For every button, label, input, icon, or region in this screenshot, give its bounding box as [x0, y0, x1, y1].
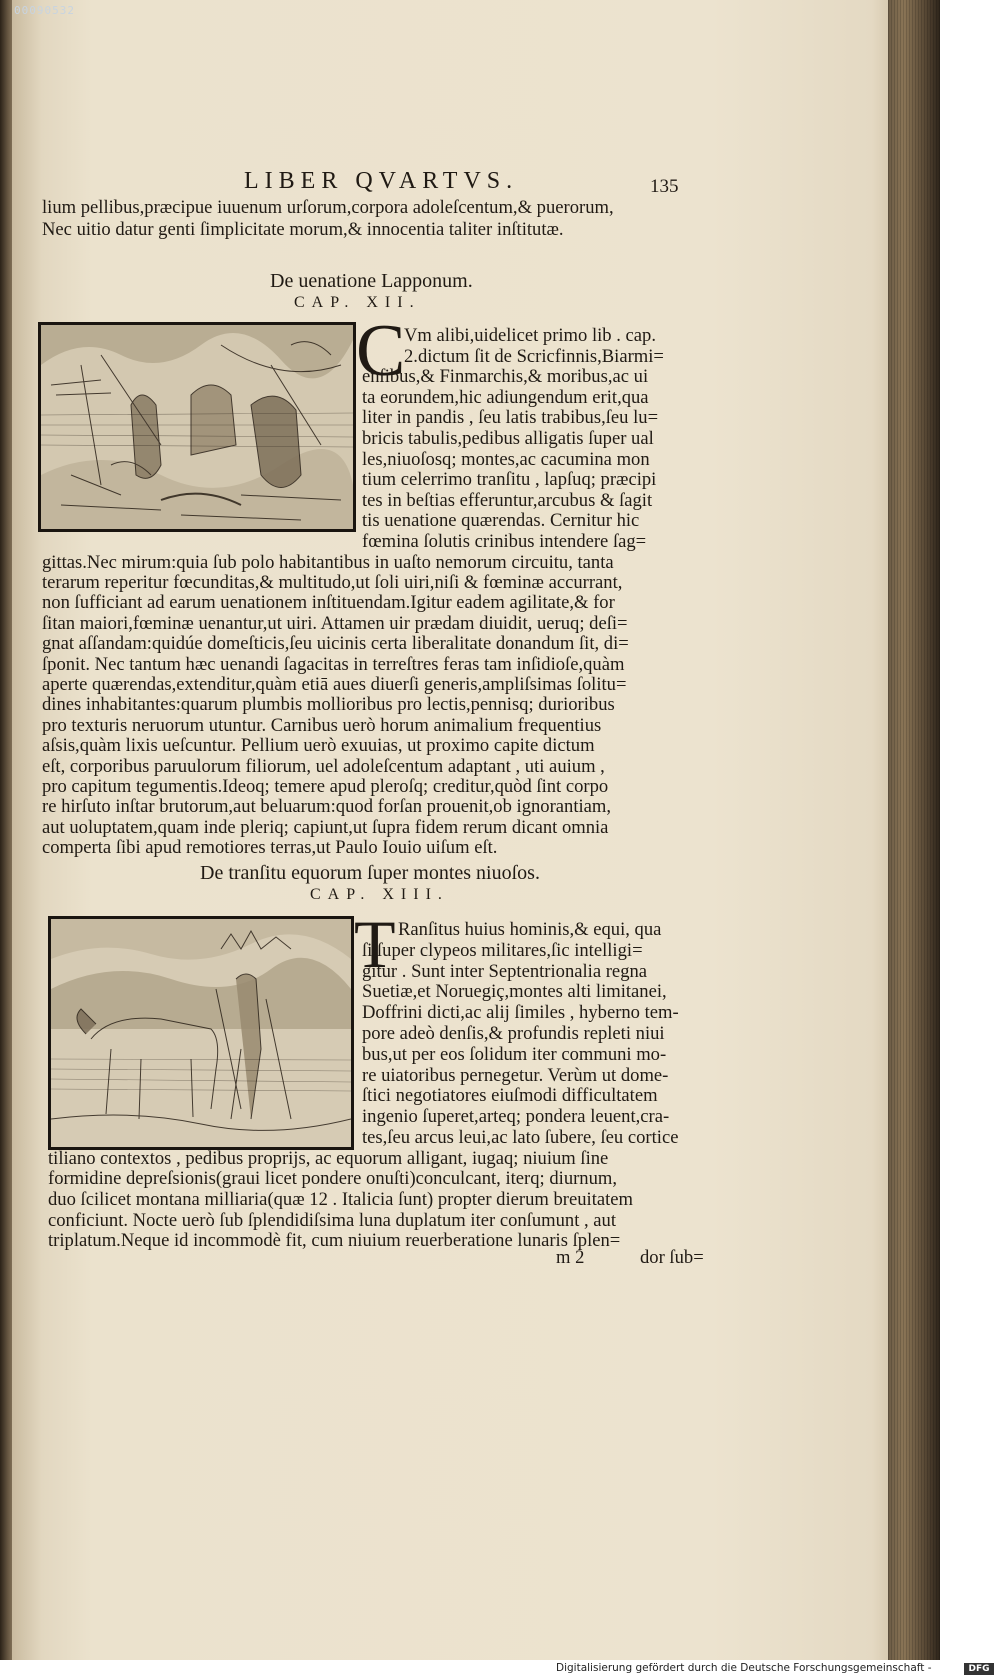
section1-drop-cap: C — [356, 310, 406, 392]
text-line: gnat aſſandam:quidúe domeſticis,ſeu uicinis certa liberalitate donandum ſit, di= — [42, 633, 629, 655]
section1-chapter: CAP. XII. — [294, 294, 421, 311]
text-line: formidine depreſsionis(graui licet pondere onuſti)conculcant, iterq; diurnum, — [48, 1168, 618, 1190]
text-line: Suetiæ,et Noruegiç,montes alti limitanei, — [362, 981, 667, 1003]
text-line: tes,ſeu arcus leui,ac lato ſubere, ſeu cortice — [362, 1127, 679, 1148]
text-line: ingenio ſuperet,arteq; pondera leuent,cra- — [362, 1106, 670, 1128]
text-line: ſtici negotiatores eiuſmodi difficultatem — [362, 1085, 658, 1107]
section2-drop-cap: T — [354, 906, 396, 982]
text-line: aut uoluptatem,quam inde pleriq; capiunt,ut ſupra fidem rerum dicant omnia — [42, 816, 609, 838]
book-page — [12, 0, 892, 1660]
text-line: tis uenatione quærendas. Cernitur hic — [362, 510, 640, 532]
text-line: aſsis,quàm lixis ueſcuntur. Pellium uerò exuuias, ut proximo capite dictum — [42, 735, 595, 757]
dfg-logo: DFG — [964, 1663, 994, 1675]
text-line: fœmina ſolutis crinibus intendere ſag= — [362, 531, 647, 552]
text-line: ta eorundem,hic adiungendum erit,qua — [362, 386, 649, 408]
text-line: duo ſcilicet montana milliaria(quæ 12 . Italicia ſunt) propter dierum breuitatem — [48, 1189, 634, 1210]
text-line: bricis tabulis,pedibus alligatis ſuper ual — [362, 428, 654, 449]
text-line: tes in beſtias efferuntur,arcubus & ſagit — [362, 489, 653, 511]
text-line: conficiunt. Nocte uerò ſub ſplendidiſsima luna duplatum iter conſumunt , aut — [48, 1209, 617, 1231]
page-number: 135 — [650, 176, 679, 197]
text-line: enſibus,& Finmarchis,& moribus,ac ui — [362, 366, 649, 388]
woodcut-lapp-hunting — [38, 322, 356, 532]
sheet-number: 00090532 — [14, 4, 75, 17]
signature-mark: m 2 — [556, 1247, 585, 1268]
book-fore-edge — [888, 0, 940, 1660]
text-line: non ſufficiant ad earum uenationem inſtituendam.Igitur eadem agilitate,& for — [42, 592, 615, 614]
text-line: pro capitum tegumentis.Ideoq; temere apud pleroſq; creditur,quòd ſint corpo — [42, 776, 609, 797]
text-line: bus,ut per eos ſolidum iter communi mo- — [362, 1043, 667, 1065]
text-line: les,niuoſosq; montes,ac cacumina mon — [362, 448, 650, 470]
running-title: LIBER QVARTVS. — [244, 168, 519, 194]
section1-title: De uenatione Lapponum. — [270, 270, 473, 292]
text-line: gitur . Sunt inter Septentrionalia regna — [362, 960, 648, 982]
text-line: pro texturis neruorum utuntur. Carnibus uerò horum animalium frequentius — [42, 714, 602, 736]
woodcut-horse-crossing — [48, 916, 354, 1150]
text-line: tium celerrimo tranſitu , lapſuq; præcipi — [362, 469, 657, 491]
text-line: Ranſitus huius hominis,& equi, qua — [398, 919, 662, 940]
text-line: Doffrini dicti,ac alij ſimiles , hyberno tem- — [362, 1002, 679, 1024]
text-line: lium pellibus,præcipue iuuenum urſorum,corpora adoleſcentum,& puerorum, — [42, 197, 614, 218]
section2-chapter: CAP. XIII. — [310, 886, 449, 903]
text-line: Nec uitio datur genti ſimplicitate morum,& innocentia taliter inſtitutæ. — [42, 219, 564, 240]
text-line: tiliano contextos , pedibus proprijs, ac equorum alligant, iugaq; niuium ſine — [48, 1147, 609, 1169]
text-line: pore adeò denſis,& profundis repleti niui — [362, 1023, 665, 1044]
text-line: ſitan maiori,fœminæ uenantur,ut uiri. Attamen uir prædam diuidit, ueruq; deſi= — [42, 612, 628, 634]
text-line: ſi ſuper clypeos militares,ſic intelligi= — [362, 939, 643, 961]
text-line: gittas.Nec mirum:quia ſub polo habitantibus in uaſto nemorum circuitu, tanta — [42, 551, 614, 573]
text-line: triplatum.Neque id incommodè fit, cum niuium reuerberatione lunaris ſplen= — [48, 1230, 621, 1252]
text-line: 2.dictum ſit de Scricfinnis,Biarmi= — [404, 345, 664, 367]
text-line: aperte quærendas,extenditur,quàm etiā aues diuerſi generis,ampliſsimas ſolitu= — [42, 674, 627, 695]
text-line: eſt, corporibus paruulorum filiorum, uel adoleſcentum adaptant , uti auium , — [42, 755, 605, 777]
text-line: comperta ſibi apud remotiores terras,ut Paulo Iouio uiſum eſt. — [42, 837, 498, 859]
text-line: terarum reperitur fœcunditas,& multitudo,ut ſoli uiri,niſi & fœminæ accurrant, — [42, 572, 623, 593]
catchword: dor ſub= — [640, 1247, 704, 1268]
text-line: re uiatoribus pernegetur. Verùm ut dome- — [362, 1064, 669, 1086]
text-line: re hirſuto inſtar brutorum,aut beluarum:quod forſan prouenit,ob ignorantiam, — [42, 796, 612, 818]
text-line: Vm alibi,uidelicet primo lib . cap. — [404, 325, 656, 346]
text-line: ſponit. Nec tantum hæc uenandi ſagacitas in terreſtres feras tam inſidioſe,quàm — [42, 653, 625, 675]
section2-title: De tranſitu equorum ſuper montes niuoſos. — [200, 862, 540, 884]
text-line: dines inhabitantes:quarum plumbis mollioribus pro lectis,pennisq; durioribus — [42, 694, 615, 716]
text-line: liter in pandis , ſeu latis trabibus,ſeu lu= — [362, 407, 659, 429]
digitization-credit: Digitalisierung gefördert durch die Deutsche Forschungsgemeinschaft - — [556, 1662, 932, 1674]
